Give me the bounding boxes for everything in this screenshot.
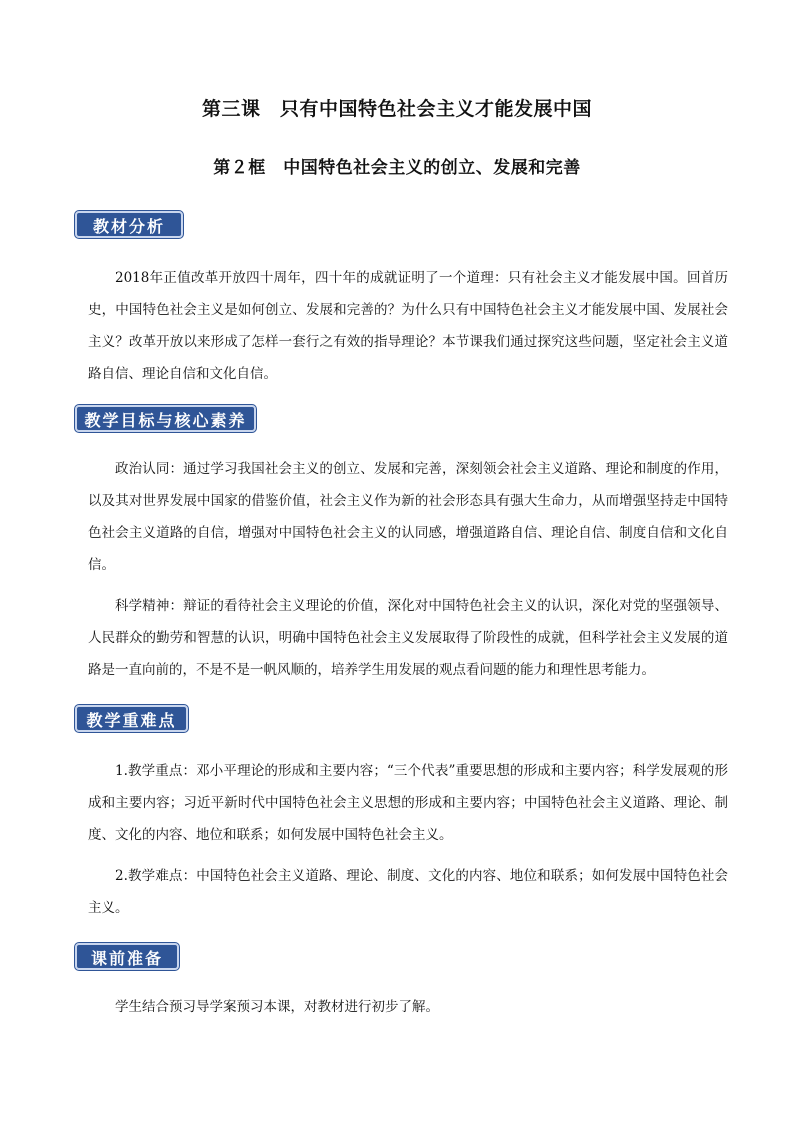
heading-badge-textbook-analysis: 教材分析 [75, 211, 183, 238]
paragraph-teaching-difficulty: 2.教学难点：中国特色社会主义道路、理论、制度、文化的内容、地位和联系；如何发展中国特色社会主义。 [88, 868, 728, 916]
heading-badge-key-difficulties: 教学重难点 [75, 705, 188, 732]
section-subtitle: 第２框 中国特色社会主义的创立、发展和完善 [213, 158, 581, 178]
paragraph-scientific-spirit: 科学精神：辩证的看待社会主义理论的价值，深化对中国特色社会主义的认识，深化对党的坚强领导、人民群众的勤劳和智慧的认识，明确中国特色社会主义发展取得了阶段性的成就，但科学社会主义发展的道路是一直向前的，不是不是一帆风顺的，培养学生用发展的观点看问题的能力和理性思考能力。 [88, 598, 728, 678]
heading-badge-preparation: 课前准备 [75, 943, 179, 970]
heading-badge-teaching-goals: 教学目标与核心素养 [75, 405, 256, 432]
paragraph-teaching-focus: 1.教学重点：邓小平理论的形成和主要内容；“三个代表”重要思想的形成和主要内容；科学发展观的形成和主要内容；习近平新时代中国特色社会主义思想的形成和主要内容；中国特色社会主义道路、理论、制度、文化的内容、地位和联系；如何发展中国特色社会主义。 [88, 763, 728, 843]
paragraph-textbook-analysis: 2018年正值改革开放四十周年，四十年的成就证明了一个道理：只有社会主义才能发展中国。回首历史，中国特色社会主义是如何创立、发展和完善的？为什么只有中国特色社会主义才能发展中国、发展社会主义？改革开放以来形成了怎样一套行之有效的指导理论？本节课我们通过探究这些问题，坚定社会主义道路自信、理论自信和文化自信。 [88, 270, 728, 382]
lesson-title: 第三课 只有中国特色社会主义才能发展中国 [201, 98, 592, 120]
paragraph-political-identity: 政治认同：通过学习我国社会主义的创立、发展和完善，深刻领会社会主义道路、理论和制度的作用，以及其对世界发展中国家的借鉴价值，社会主义作为新的社会形态具有强大生命力，从而增强坚持走中国特色社会主义道路的自信，增强对中国特色社会主义的认同感，增强道路自信、理论自信、制度自信和文化自信。 [88, 461, 728, 573]
paragraph-preparation: 学生结合预习导学案预习本课，对教材进行初步了解。 [115, 999, 439, 1015]
